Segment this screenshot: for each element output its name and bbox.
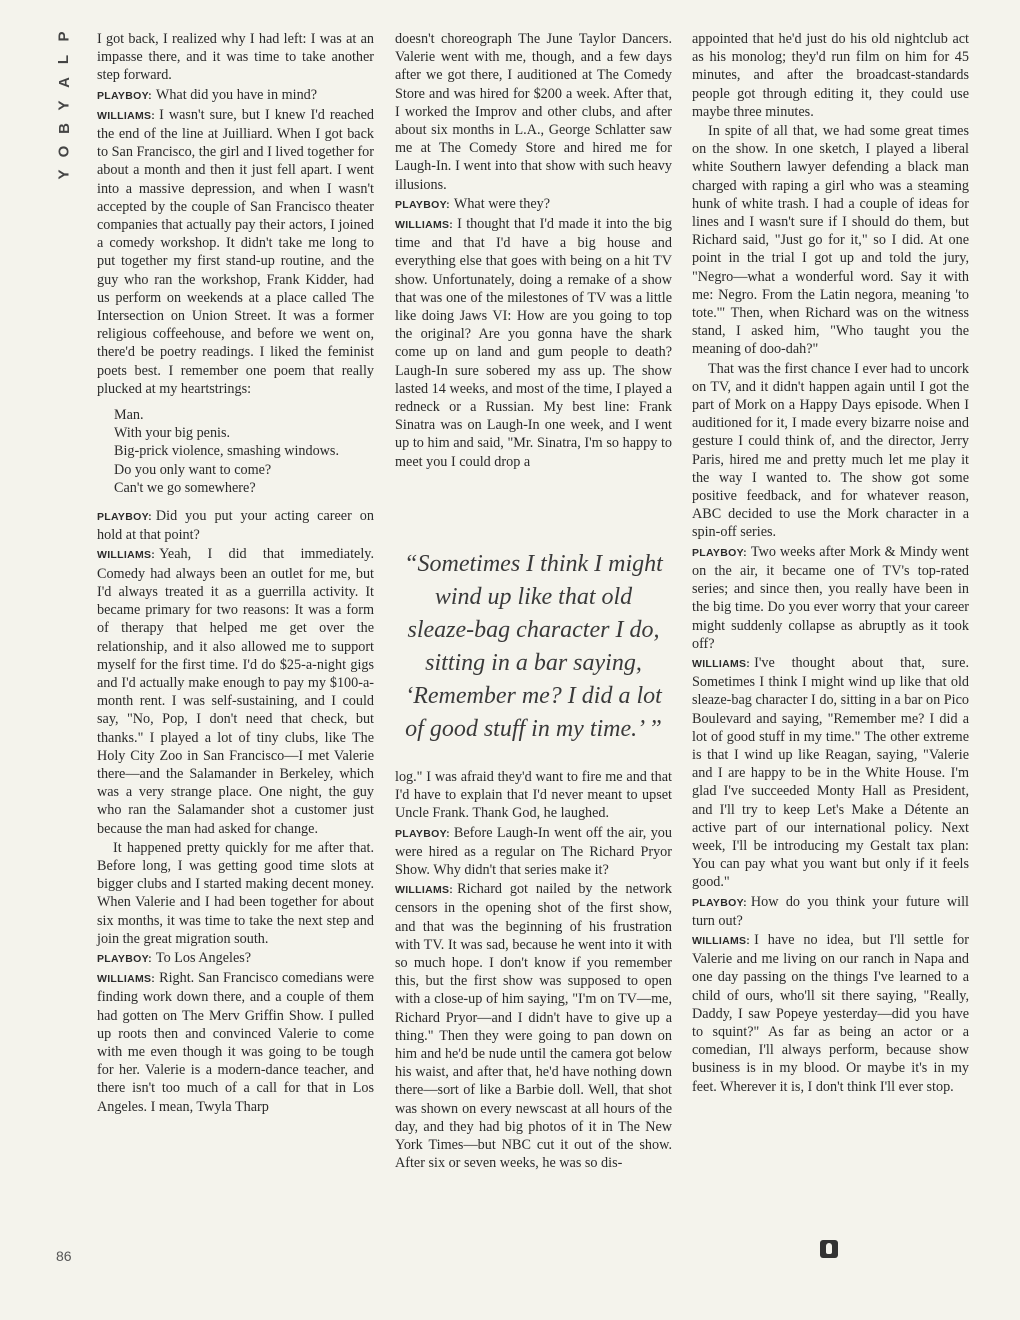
speaker-label: PLAYBOY: <box>97 89 152 102</box>
paragraph: appointed that he'd just do his old nightclub act as his monolog; they'd run film on him for 45 minutes, and after the broadcast-standards people got through editing it, they could use maybe three minutes. <box>692 31 969 120</box>
playboy-masthead <box>44 28 84 183</box>
masthead-letter: Y <box>55 169 73 180</box>
speaker-label: PLAYBOY: <box>395 198 450 211</box>
masthead-letter: L <box>55 54 73 65</box>
column-3 <box>692 30 969 1097</box>
poem-line: With your big penis. <box>114 425 231 442</box>
pull-quote-line: of good stuff in my time.’ ” <box>405 716 662 742</box>
masthead-letter: Y <box>55 100 73 111</box>
pull-quote <box>395 548 672 746</box>
paragraph: log." I was afraid they'd want to fire me and that I'd have to explain that I'd never meant to upset Uncle Frank. Thank God, he laughed. <box>395 769 672 822</box>
answer: WILLIAMS: Right. San Francisco comedians were finding work down there, and a couple of them had gotten on The Merv Griffin Show. I pulled up roots then and convinced Valerie to come with me even though it was going to be tough for her. Valerie is a modern-dance teacher, and there isn't too much of a call for that in Los Angeles. I mean, Twyla Tharp <box>97 970 374 1115</box>
speaker-label: PLAYBOY: <box>395 827 450 840</box>
poem <box>97 406 374 497</box>
poem-line: Do you only want to come? <box>114 461 272 478</box>
answer: WILLIAMS: I thought that I'd made it into the big time and that I'd have a big house and everything else that goes with being on a hit TV show. Unfortunately, doing a remake of a show that was one of the milestones of TV was a little like doing Jaws VI: How are you going to top the original? Are you gonna have the shark come up on land and gum people to death? Laugh-In sure sobered my ass up. The show lasted 14 weeks, and most of the time, I played a redneck or a Russian. My best line: Frank Sinatra was on Laugh-In one week, and I went up to him and said, "Mr. Sinatra, I'm so happy to meet you I could drop a <box>395 216 672 470</box>
speaker-label: WILLIAMS: <box>692 657 751 670</box>
answer: WILLIAMS: I've thought about that, sure. Sometimes I think I might wind up like that old sleaze-bag character I do, sitting in a bar on Pico Boulevard and saying, "Remember me? I did a lot of good stuff in my time." The other extreme is that I wind up like Reagan, saying, "Valerie and I are happy to be in the White House. I'm glad I've succeeded Monty Hall as President, and I'll try to keep Let's Make a Détente an active part of our international policy. Next week, I'll be introducing my Gestalt tax plan: You can pay what you want but only if it feels good." <box>692 654 969 891</box>
poem-line: Man. <box>114 407 144 424</box>
speaker-label: WILLIAMS: <box>97 973 156 986</box>
question: PLAYBOY: How do you think your future will turn out? <box>692 893 969 929</box>
answer: WILLIAMS: I have no idea, but I'll settle for Valerie and me living on our ranch in Napa and one day passing on the things I've learned to a child of ours, who'll sit there saying, "Really, Daddy, I saw Popeye yesterday—did you have to squint?" As far as being an actor or a comedian, I'll always perform, because show business is in my blood. Or maybe it's in my feet. Wherever it is, I don't think I'll ever stop. <box>692 931 969 1095</box>
speaker-label: WILLIAMS: <box>395 219 454 232</box>
end-mark-bunny-icon <box>820 1240 838 1258</box>
pull-quote-line: ‘Remember me? I did a lot <box>405 683 662 709</box>
question: PLAYBOY: Two weeks after Mork & Mindy went on the air, it became one of TV's top-rated series; and since then, you really have been in the big time. Do you ever worry that your career might suddenly collapse as abruptly as it took off? <box>692 543 969 652</box>
pull-quote-line: wind up like that old <box>434 584 633 610</box>
speaker-label: PLAYBOY: <box>97 511 152 524</box>
paragraph: I got back, I realized why I had left: I was at an impasse there, and it was time to take another step forward. <box>97 31 374 84</box>
speaker-label: WILLIAMS: <box>97 109 156 122</box>
column-2-top <box>395 30 672 472</box>
question: PLAYBOY: What did you have in mind? <box>97 86 318 103</box>
paragraph: It happened pretty quickly for me after that. Before long, I was getting good time slots at bigger clubs and I started making decent money. When Valerie and I had been together for about six months, it was time to take the next step and join the great migration south. <box>97 839 374 947</box>
paragraph: That was the first chance I ever had to uncork on TV, and it didn't happen again until I got the part of Mork on a Happy Days episode. When I auditioned for it, I made every bizarre noise and gesture I could think of, and the director, Jerry Paris, hired me and pretty much let me play it the way I wanted to. The show got some positive feedback, and for whatever reason, ABC decided to use the Mork character in a spin-off series. <box>692 360 969 541</box>
question: PLAYBOY: Did you put your acting career on hold at that point? <box>97 508 374 544</box>
speaker-label: PLAYBOY: <box>692 896 747 909</box>
speaker-label: WILLIAMS: <box>692 934 751 947</box>
answer: WILLIAMS: Richard got nailed by the network censors in the opening shot of the first show, and that was the beginning of his frustration with TV. It was sad, because he went into it with so much hope. I don't know if you remember this, but the first show was supposed to open with a close-up of him saying, "I'm on TV—me, Richard Pryor—and I didn't have to give up a thing." Then they were going to pan down on him and he'd be nude until the camera got below his waist, and after that, he'd have nothing down there—sort of like a Barbie doll. Well, that shot was shown on every newscast at all hours of the day, and they had big photos of it in The New York Times—but NBC cut it out of the show. After six or seven weeks, he was so dis- <box>395 881 672 1172</box>
column-2-bottom <box>395 768 672 1173</box>
speaker-label: WILLIAMS: <box>97 549 156 562</box>
question: PLAYBOY: Before Laugh-In went off the air, you were hired as a regular on The Richard Pryor Show. Why didn't that series make it? <box>395 824 672 879</box>
question: PLAYBOY: What were they? <box>395 195 551 212</box>
masthead-letter: P <box>55 31 73 42</box>
speaker-label: WILLIAMS: <box>395 884 454 897</box>
masthead-letter: O <box>55 145 73 158</box>
question: PLAYBOY: To Los Angeles? <box>97 949 252 966</box>
page-number: 86 <box>56 1248 72 1264</box>
poem-line: Big-prick violence, smashing windows. <box>114 443 339 460</box>
answer: WILLIAMS: Yeah, I did that immediately. Comedy had always been an outlet for me, but I'd always treated it as a guerrilla activity. It became primary for two reasons: It was a form of therapy that helped me get over the relationship, and it also allowed me to support myself for the first time. I'd do $25-a-night gigs and I'd actually make enough to pay my $100-a-month rent. I was self-sustaining, and I could say, "No, Pop, I don't need that check, but thanks." I played a lot of tiny clubs, like The Holy City Zoo in San Francisco—I met Valerie there—and the Salamander in Berkeley, which was a very strange place. One night, the guy who ran the Salamander shot a customer just because the man had asked for change. <box>97 546 374 837</box>
poem-line: Can't we go somewhere? <box>114 479 256 496</box>
pull-quote-line: sleaze-bag character I do, <box>407 617 660 643</box>
column-1 <box>97 30 374 1117</box>
paragraph: doesn't choreograph The June Taylor Dancers. Valerie went with me, though, and a few days after we got there, I auditioned at The Comedy Store and was hired for $200 a week. After that, I worked the Improv and other clubs, and after about six months in L.A., George Schlatter saw me at The Comedy Store and hired me for Laugh-In. I went into that show with such heavy illusions. <box>395 31 672 193</box>
masthead-letter: A <box>55 77 73 88</box>
speaker-label: PLAYBOY: <box>692 546 747 559</box>
answer: WILLIAMS: I wasn't sure, but I knew I'd reached the end of the line at Juilliard. When I got back to San Francisco, the girl and I lived together for about a month and then it just fell apart. I went into a massive depression, and when I wasn't accepted by the couple of San Francisco theater companies that actually pay their actors, I joined a comedy workshop. It didn't take me long to put together my first stand-up routine, and the guy who ran the workshop, Frank Kidder, had us perform on weekends at a place called The Intersection on Union Street. It was a former religious coffeehouse, and before we went on, there'd be poetry readings. I liked the feminist poets best. I remember one poem that really plucked at my heartstrings: <box>97 106 374 397</box>
pull-quote-line: “Sometimes I think I might <box>404 551 663 577</box>
pull-quote-line: sitting in a bar saying, <box>425 650 642 676</box>
speaker-label: PLAYBOY: <box>97 952 152 965</box>
masthead-letter: B <box>55 123 73 134</box>
paragraph: In spite of all that, we had some great times on the show. In one sketch, I played a liberal white Southern lawyer defending a black man charged with raping a girl who was a steaming hunk of white trash. I had a couple of ideas for lines and I wasn't sure if I should do them, but Richard said, "Just go for it," so I did. At one point in the trial I got up and told the jury, "Negro—what a wonderful word. Say it with me: Negro. From the Latin negora, meaning 'to tote.'" Then, when Richard was on the witness stand, I asked him, "Who taught you the meaning of doo-dah?" <box>692 123 969 358</box>
